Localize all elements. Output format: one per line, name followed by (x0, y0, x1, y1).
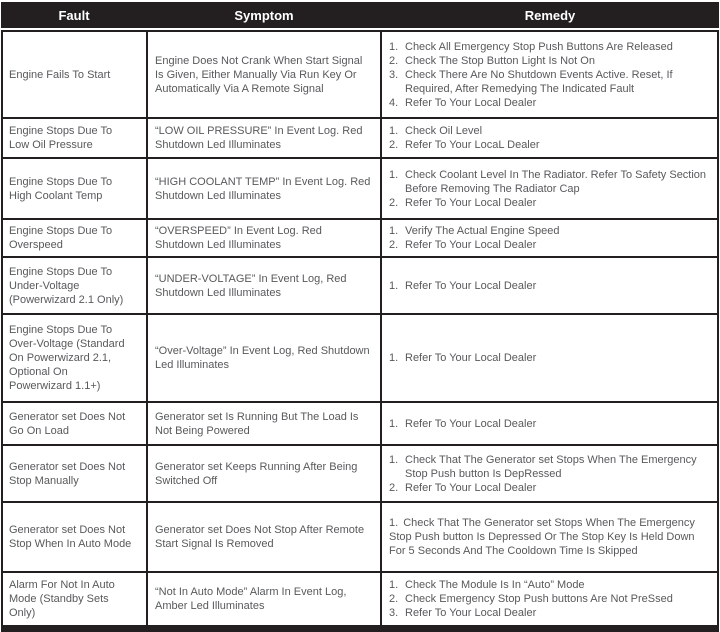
remedy-item: 2. Check Emergency Stop Push buttons Are Not PreSsed (389, 593, 673, 605)
fault-text: Engine Stops Due To Under-Voltage (Powerwizard 2.1 Only) (9, 265, 124, 306)
fault-cell (3, 573, 148, 625)
remedy-item: 1. Check All Emergency Stop Push Buttons Are Released (389, 40, 673, 53)
remedy-list (389, 578, 711, 620)
table-row (3, 573, 717, 625)
remedy-item: 1. Verify The Actual Engine Speed (389, 225, 560, 237)
remedy-list (389, 124, 711, 152)
symptom-cell (148, 315, 382, 401)
remedy-item: 1. Refer To Your Local Dealer (389, 279, 537, 292)
remedy-list (389, 279, 711, 293)
fault-text: Generator set Does Not Stop Manually (9, 460, 126, 487)
column-header-remedy: Remedy (524, 7, 576, 23)
table-row (3, 503, 717, 573)
table-header-row (1, 2, 719, 28)
remedy-list (389, 168, 711, 210)
remedy-cell (382, 403, 717, 444)
remedy-cell (382, 446, 717, 501)
symptom-cell (148, 503, 382, 571)
fault-text: Engine Stops Due To Overspeed (9, 225, 113, 251)
fault-text: Generator set Does Not Stop When In Auto Mode (9, 524, 132, 550)
fault-cell (3, 159, 148, 218)
remedy-item: 3. Check There Are No Shutdown Events Active. Reset, If Required, After Remedying The Indicated Fault (389, 68, 673, 95)
remedy-cell (382, 503, 717, 571)
table-bottom-border (1, 625, 719, 632)
column-header-symptom: Symptom (234, 7, 294, 23)
fault-cell (3, 258, 148, 313)
fault-cell (3, 315, 148, 401)
remedy-cell (382, 258, 717, 313)
remedy-cell (382, 573, 717, 625)
troubleshooting-table (1, 30, 719, 625)
remedy-item: 3. Refer To Your Local Dealer (389, 607, 537, 619)
remedy-item: 1. Check Coolant Level In The Radiator. Refer To Safety Section Before Removing The Radiator Cap (389, 168, 707, 195)
symptom-text: “OVERSPEED” In Event Log. Red Shutdown Led Illuminates (155, 225, 322, 251)
remedy-item: 2. Refer To Your Local Dealer (389, 196, 537, 209)
symptom-text: Engine Does Not Crank When Start Signal Is Given, Either Manually Via Run Key Or Automatically Via A Remote Signal (155, 54, 363, 95)
remedy-list (389, 224, 711, 252)
symptom-cell (148, 159, 382, 218)
column-header-fault: Fault (58, 7, 90, 23)
remedy-cell (382, 32, 717, 117)
remedy-item: 1. Check That The Generator set Stops When The Emergency Stop Push button Is DepRessed (389, 453, 697, 480)
remedy-cell (382, 159, 717, 218)
symptom-cell (148, 220, 382, 256)
table-row (3, 446, 717, 503)
remedy-item: 1. Check The Module Is In “Auto” Mode (389, 579, 585, 591)
table-row (3, 315, 717, 403)
symptom-cell (148, 573, 382, 625)
remedy-list (389, 417, 711, 431)
table-row (3, 403, 717, 446)
fault-text: Engine Stops Due To High Coolant Temp (9, 175, 113, 202)
fault-text: Generator set Does Not Go On Load (9, 410, 126, 437)
fault-text: Engine Stops Due To Low Oil Pressure (9, 125, 113, 151)
symptom-cell (148, 258, 382, 313)
fault-cell (3, 446, 148, 501)
remedy-list (389, 351, 711, 365)
table-row (3, 159, 717, 220)
symptom-cell (148, 446, 382, 501)
remedy-cell (382, 119, 717, 157)
remedy-item: 2. Refer To Your Local Dealer (389, 239, 537, 251)
remedy-list (389, 453, 711, 495)
remedy-list (389, 40, 711, 110)
symptom-text: Generator set Keeps Running After Being Switched Off (155, 460, 358, 487)
fault-text: Engine Fails To Start (9, 68, 111, 81)
remedy-item: 1. Refer To Your Local Dealer (389, 417, 537, 430)
remedy-item: 1. Check Oil Level (389, 125, 483, 137)
remedy-item: 1. Refer To Your Local Dealer (389, 352, 537, 364)
remedy-item: 1. Check That The Generator set Stops When The Emergency Stop Push button Is Depressed Or The Stop Key Is Held Down For 5 Seconds And The Cooldown Time Is Skipped (389, 517, 695, 557)
remedy-cell (382, 315, 717, 401)
symptom-cell (148, 403, 382, 444)
fault-text: Engine Stops Due To Over-Voltage (Standard On Powerwizard 2.1, Optional On Powerwizard 1.1+) (9, 324, 125, 392)
symptom-text: “UNDER-VOLTAGE” In Event Log, Red Shutdown Led Illuminates (155, 272, 347, 299)
fault-cell (3, 403, 148, 444)
remedy-cell (382, 220, 717, 256)
symptom-cell (148, 119, 382, 157)
symptom-text: Generator set Is Running But The Load Is Not Being Powered (155, 410, 359, 437)
table-row (3, 220, 717, 258)
symptom-text: “Over-Voltage” In Event Log, Red Shutdown Led Illuminates (155, 345, 370, 371)
remedy-list (389, 516, 711, 558)
fault-cell (3, 503, 148, 571)
remedy-item: 2. Refer To Your LocaL Dealer (389, 139, 540, 151)
remedy-item: 2. Refer To Your Local Dealer (389, 481, 537, 494)
symptom-cell (148, 32, 382, 117)
fault-cell (3, 32, 148, 117)
fault-cell (3, 119, 148, 157)
fault-text: Alarm For Not In Auto Mode (Standby Sets Only) (9, 579, 115, 619)
symptom-text: “HIGH COOLANT TEMP” In Event Log. Red Shutdown Led Illuminates (155, 175, 371, 202)
fault-cell (3, 220, 148, 256)
table-row (3, 119, 717, 159)
symptom-text: “LOW OIL PRESSURE” In Event Log. Red Shutdown Led Illuminates (155, 125, 363, 151)
symptom-text: “Not In Auto Mode” Alarm In Event Log, Amber Led Illuminates (155, 586, 347, 612)
remedy-item: 4. Refer To Your Local Dealer (389, 96, 537, 109)
table-row (3, 258, 717, 315)
remedy-item: 2. Check The Stop Button Light Is Not On (389, 54, 595, 67)
table-row (3, 32, 717, 119)
symptom-text: Generator set Does Not Stop After Remote Start Signal Is Removed (155, 524, 365, 550)
